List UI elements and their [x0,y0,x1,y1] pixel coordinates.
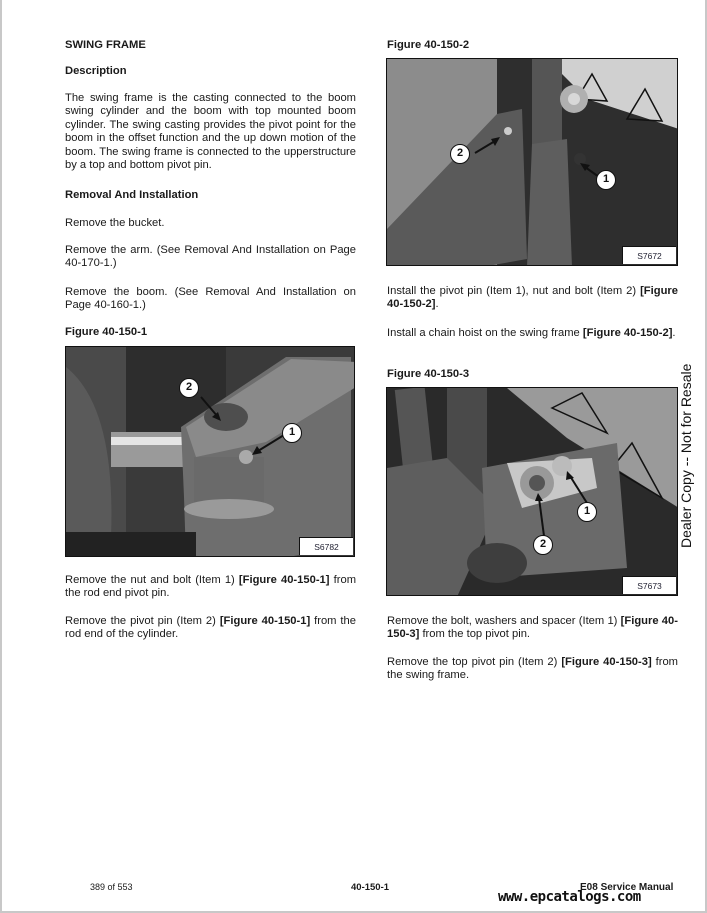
swing-frame-pivot-photo [66,347,355,557]
figure-code: S6782 [299,537,353,555]
step-remove-bolt-washers [387,615,678,642]
figure-40-150-3-photo [386,387,678,596]
figure-2-caption: Figure 40-150-2 [387,39,470,51]
step-install-chain-hoist [387,327,678,340]
step-text: from the rod end pivot pin. [65,574,357,600]
step-text: Remove the bolt, washers and spacer (Item 1) [387,615,621,627]
removal-heading: Removal And Installation [65,189,199,201]
step-install-pivot-pin [387,285,678,312]
step-text: . [435,298,439,311]
figure-40-150-2-photo [386,58,678,266]
step-text: Remove the pivot pin (Item 2) [65,615,220,627]
step-text: Remove the nut and bolt (Item 1) [65,574,239,586]
step-text: . [672,327,676,339]
step-text: from the rod end of the cylinder. [65,615,356,641]
figure-1-caption: Figure 40-150-1 [65,326,148,338]
step-text: Install the pivot pin (Item 1), nut and bolt (Item 2) [387,285,641,297]
page-number: 40-150-1 [351,882,390,893]
callout-2: 2 [450,144,470,164]
figure-40-150-1-photo [65,346,355,557]
pivot-install-photo [387,59,678,266]
figure-reference: [Figure 40-150-2] [387,285,678,311]
section-title: SWING FRAME [65,39,146,51]
step-remove-pivot-pin [65,615,356,642]
step-remove-nut-bolt [65,574,356,601]
page-count: 389 of 553 [90,882,133,892]
callout-2: 2 [533,535,553,555]
site-watermark: www.epcatalogs.com [498,889,641,905]
step-remove-top-pivot-pin [387,656,678,683]
callout-1: 1 [577,502,597,522]
figure-reference: [Figure 40-150-3] [561,656,652,668]
top-pivot-pin-photo [387,388,678,596]
step-remove-boom: Remove the boom. (See Removal And Installation on Page 40-160-1.) [65,286,356,312]
callout-1: 1 [282,423,302,443]
callout-2: 2 [179,378,199,398]
description-heading: Description [65,65,127,77]
figure-reference: [Figure 40-150-1] [219,615,311,627]
figure-code: S7672 [622,246,676,264]
step-text: from the top pivot pin. [419,628,531,641]
manual-title: E08 Service Manual [580,882,674,893]
figure-reference: [Figure 40-150-3] [387,615,678,641]
step-remove-arm: Remove the arm. (See Removal And Installation on Page 40-170-1.) [65,244,356,270]
figure-3-caption: Figure 40-150-3 [387,368,470,380]
step-text: Install a chain hoist on the swing frame [387,327,583,339]
figure-reference: [Figure 40-150-2] [582,327,673,339]
step-remove-bucket: Remove the bucket. [65,217,165,229]
callout-1: 1 [596,170,616,190]
step-text: Remove the top pivot pin (Item 2) [387,656,562,668]
dealer-copy-watermark: Dealer Copy -- Not for Resale [678,363,694,548]
figure-code: S7673 [622,576,676,594]
figure-reference: [Figure 40-150-1] [238,574,330,586]
step-text: from the swing frame. [387,656,679,682]
description-text: The swing frame is the casting connected to the boom swing cylinder and the boom with top mounted boom cylinder. The swing casting provides the pivot point for the boom in the offset function and the up down motion of the boom. The swing frame is connected to the upperstructure by a top and bottom pivot pin. [65,92,356,172]
